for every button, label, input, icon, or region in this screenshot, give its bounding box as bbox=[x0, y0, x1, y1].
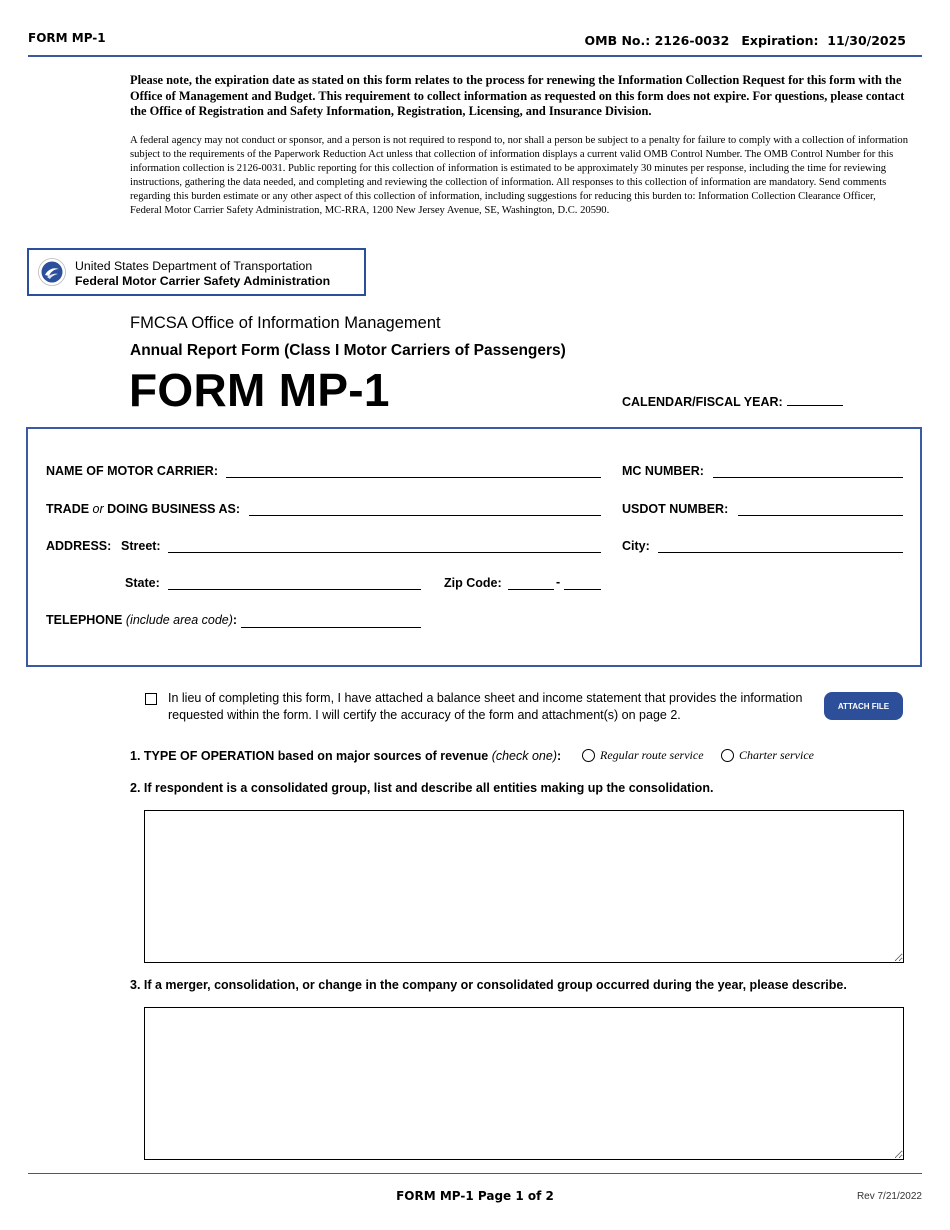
question-1-hint: (check one) bbox=[491, 749, 557, 763]
mc-number-label: MC NUMBER: bbox=[622, 464, 704, 478]
calendar-year-label: CALENDAR/FISCAL YEAR: bbox=[622, 395, 783, 409]
trade-name-input[interactable] bbox=[249, 515, 601, 516]
zip-code-input[interactable] bbox=[508, 589, 554, 590]
trade-label: TRADE bbox=[46, 502, 90, 516]
attach-file-button[interactable]: ATTACH FILE bbox=[824, 692, 903, 720]
telephone-label bbox=[46, 613, 237, 627]
zip-extension-input[interactable] bbox=[564, 589, 601, 590]
dba-label: DOING BUSINESS AS: bbox=[107, 502, 241, 516]
telephone-hint: (include area code) bbox=[125, 613, 233, 627]
carrier-name-label: NAME OF MOTOR CARRIER: bbox=[46, 464, 218, 478]
consolidation-textarea[interactable] bbox=[144, 810, 904, 963]
lieu-checkbox[interactable] bbox=[145, 693, 157, 705]
lieu-statement: In lieu of completing this form, I have attached a balance sheet and income statement that provides the information requested within the form. I will certify the accuracy of the form and attachment(s) on page 2. bbox=[168, 691, 803, 722]
footer-divider bbox=[28, 1173, 922, 1174]
mc-number-input[interactable] bbox=[713, 477, 903, 478]
regular-route-label: Regular route service bbox=[600, 748, 704, 762]
form-label: FORM MP-1 bbox=[28, 31, 106, 45]
merger-textarea[interactable] bbox=[144, 1007, 904, 1160]
telephone-colon: : bbox=[232, 613, 238, 627]
street-label: Street: bbox=[121, 539, 161, 553]
revision-date: Rev 7/21/2022 bbox=[856, 1191, 922, 1202]
question-1 bbox=[130, 749, 561, 763]
charter-service-radio[interactable] bbox=[721, 749, 734, 762]
or-label: or bbox=[92, 502, 104, 516]
agency-banner bbox=[27, 248, 366, 296]
street-input[interactable] bbox=[168, 552, 601, 553]
paperwork-reduction-notice: A federal agency may not conduct or sponsor, and a person is not required to respond to, nor shall a person be subject to a penalty for failure to comply with a collection of information subject to the requirements of the Paperwork Reduction Act unless that collection of information displays a current valid OMB Control Number. The OMB Control Number for this information collection is 2126-0031. Public reporting for this collection of information is estimated to be approximately 30 minutes per response, including the time for reviewing instructions, gathering the data needed, and completing and reviewing the collection of information. All responses to this collection of information are mandatory. Send comments regarding this burden estimate or any other aspect of this collection of information, including suggestions for reducing this burden to: Information Collection Clearance Officer, Federal Motor Carrier Safety Administration, MC-RRA, 1200 New Jersey Avenue, SE, Washington, D.C. 20590. bbox=[130, 135, 908, 216]
trade-name-label bbox=[46, 502, 240, 516]
question-3: 3. If a merger, consolidation, or change in the company or consolidated group occurred during the year, please describe. bbox=[130, 978, 847, 992]
expiration-label: Expiration: bbox=[741, 33, 819, 48]
city-label: City: bbox=[622, 539, 650, 553]
city-input[interactable] bbox=[658, 552, 903, 553]
office-name: FMCSA Office of Information Management bbox=[130, 314, 441, 332]
omb-number: OMB No.: 2126-0032 bbox=[584, 33, 730, 48]
question-2: 2. If respondent is a consolidated group, list and describe all entities making up the consolidation. bbox=[130, 781, 714, 795]
dot-seal-icon bbox=[38, 258, 66, 286]
calendar-year-field bbox=[622, 394, 843, 409]
agency-name: Federal Motor Carrier Safety Administration bbox=[75, 274, 331, 288]
zip-code-label: Zip Code: bbox=[444, 576, 502, 590]
page-title: FORM MP-1 bbox=[129, 364, 390, 416]
usdot-number-input[interactable] bbox=[738, 515, 903, 516]
question-1-text: 1. TYPE OF OPERATION based on major sources of revenue bbox=[130, 749, 489, 763]
question-1-colon: : bbox=[557, 749, 562, 763]
page-number: FORM MP-1 Page 1 of 2 bbox=[396, 1189, 554, 1203]
header-divider bbox=[28, 55, 922, 57]
telephone-text: TELEPHONE bbox=[46, 613, 123, 627]
expiration-date: 11/30/2025 bbox=[827, 33, 906, 48]
telephone-input[interactable] bbox=[241, 627, 421, 628]
state-input[interactable] bbox=[168, 589, 421, 590]
state-label: State: bbox=[125, 576, 160, 590]
form-subtitle: Annual Report Form (Class I Motor Carriers of Passengers) bbox=[130, 342, 566, 359]
charter-service-label: Charter service bbox=[739, 748, 814, 762]
agency-department: United States Department of Transportation bbox=[75, 259, 313, 273]
usdot-number-label: USDOT NUMBER: bbox=[622, 502, 729, 516]
address-label: ADDRESS: bbox=[46, 539, 112, 553]
calendar-year-input[interactable] bbox=[787, 394, 843, 406]
carrier-name-input[interactable] bbox=[226, 477, 601, 478]
expiration-notice: Please note, the expiration date as stated on this form relates to the process for renewing the Information Collection Request for this form with the Office of Management and Budget. This requirement to collect information as requested on this form does not expire. For questions, please contact the Office of Registration and Safety Information, Registration, Licensing, and Insurance Division. bbox=[130, 73, 905, 118]
regular-route-radio[interactable] bbox=[582, 749, 595, 762]
omb-expiration bbox=[585, 33, 907, 48]
zip-dash: - bbox=[556, 575, 561, 589]
